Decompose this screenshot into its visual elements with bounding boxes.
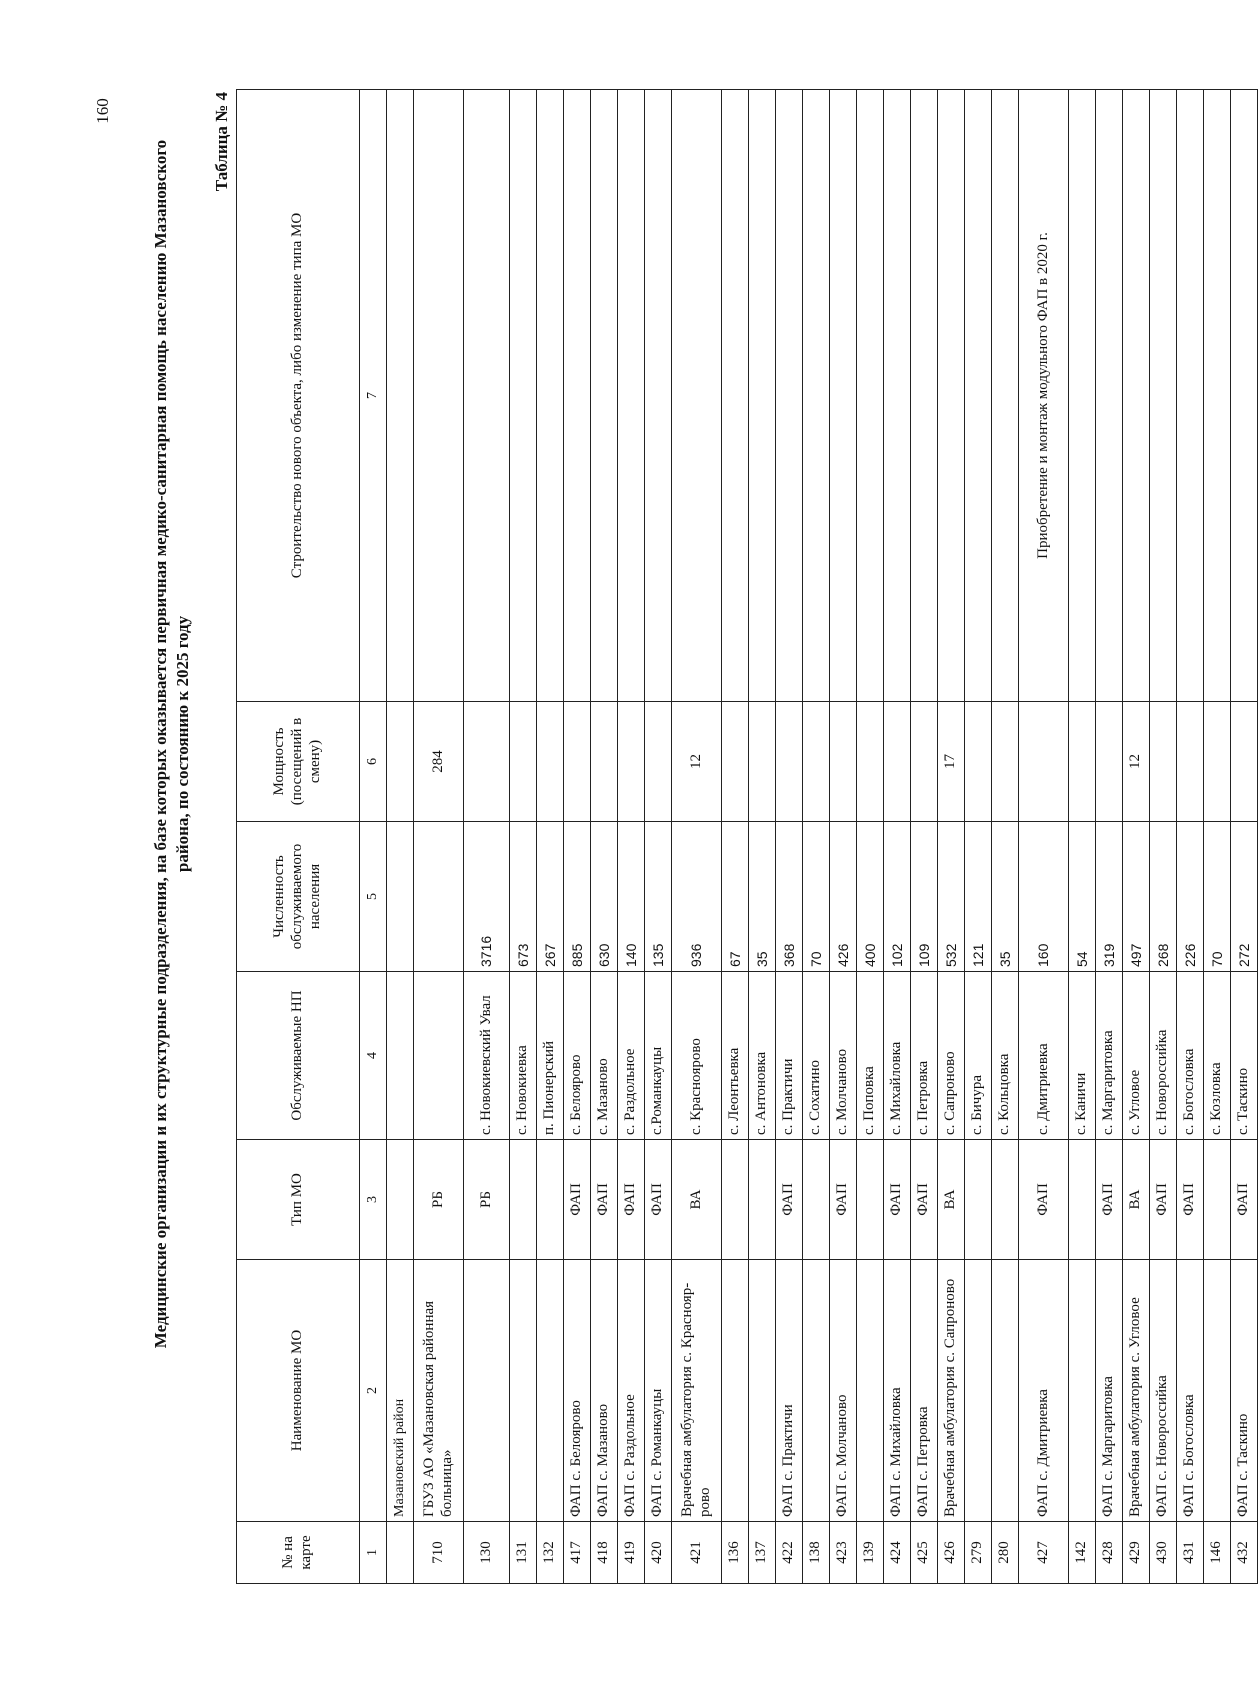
mo-name-cell: ФАП с. Мазаново (591, 1260, 618, 1522)
construction-note-cell (1069, 90, 1096, 702)
capacity-cell (722, 702, 749, 822)
mo-type-cell: ФАП (1096, 1140, 1123, 1260)
construction-note-cell (414, 90, 464, 702)
construction-note-cell (857, 90, 884, 702)
table-row (803, 90, 830, 1584)
mo-name-cell: Врачебная амбулатория с. Угловое (1123, 1260, 1150, 1522)
served-settlement-cell: с. Маргаритовка (1096, 972, 1123, 1140)
served-settlement-cell: с. Кольцовка (992, 972, 1019, 1140)
capacity-cell: 12 (1123, 702, 1150, 822)
table-label: Таблица № 4 (212, 92, 231, 192)
population-cell: 67 (722, 822, 749, 972)
construction-note-cell (537, 90, 564, 702)
map-number-cell: 279 (965, 1522, 992, 1584)
served-settlement-cell: с. Новокиевка (510, 972, 537, 1140)
mo-name-cell (537, 1260, 564, 1522)
population-cell: 102 (884, 822, 911, 972)
construction-note-cell (1204, 90, 1231, 702)
header-construction: Строительство нового объекта, либо изменение типа МО (237, 90, 360, 702)
mo-type-cell: ФАП (884, 1140, 911, 1260)
document-title: Медицинские организации и их структурные подразделения, на базе которых оказывается первичная медико-санитарная помощь населению Мазановского района, по состоянию к 2025 году (151, 139, 193, 1349)
column-number: 7 (360, 90, 387, 702)
map-number-cell: 417 (564, 1522, 591, 1584)
table-row (510, 90, 537, 1584)
population-cell: 400 (857, 822, 884, 972)
header-capacity: Мощность (посещений в смену) (237, 702, 360, 822)
mo-name-cell: ФАП с. Таскино (1231, 1260, 1258, 1522)
capacity-cell (857, 702, 884, 822)
construction-note-cell (776, 90, 803, 702)
construction-note-cell (1231, 90, 1258, 702)
construction-note-cell (645, 90, 672, 702)
capacity-cell (1019, 702, 1069, 822)
capacity-cell (965, 702, 992, 822)
mo-name-cell (857, 1260, 884, 1522)
served-settlement-cell: с. Бичура (965, 972, 992, 1140)
construction-note-cell (1096, 90, 1123, 702)
mo-name-cell (1204, 1260, 1231, 1522)
mo-type-cell: ФАП (1150, 1140, 1177, 1260)
construction-note-cell (992, 90, 1019, 702)
mo-type-cell: ФАП (1177, 1140, 1204, 1260)
map-number-cell: 429 (1123, 1522, 1150, 1584)
served-settlement-cell: с. Молчаново (830, 972, 857, 1140)
capacity-cell (803, 702, 830, 822)
mo-type-cell: ФАП (1231, 1140, 1258, 1260)
population-cell: 272 (1231, 822, 1258, 972)
capacity-cell (618, 702, 645, 822)
served-settlement-cell: с. Козловка (1204, 972, 1231, 1140)
mo-name-cell: ФАП с. Петровка (911, 1260, 938, 1522)
mo-type-cell (992, 1140, 1019, 1260)
table-row (722, 90, 749, 1584)
mo-name-cell (1069, 1260, 1096, 1522)
construction-note-cell (749, 90, 776, 702)
served-settlement-cell: с. Дмитриевка (1019, 972, 1069, 1140)
population-cell: 267 (537, 822, 564, 972)
map-number-cell: 137 (749, 1522, 776, 1584)
map-number-cell: 427 (1019, 1522, 1069, 1584)
construction-note-cell (884, 90, 911, 702)
mo-type-cell (510, 1140, 537, 1260)
table-row (1019, 90, 1069, 1584)
mo-type-cell: ФАП (776, 1140, 803, 1260)
map-number-cell: 146 (1204, 1522, 1231, 1584)
capacity-cell (1204, 702, 1231, 822)
construction-note-cell (672, 90, 722, 702)
map-number-cell: 424 (884, 1522, 911, 1584)
table-row (1123, 90, 1150, 1584)
map-number-cell: 421 (672, 1522, 722, 1584)
mo-type-cell: ВА (938, 1140, 965, 1260)
served-settlement-cell: с. Белоярово (564, 972, 591, 1140)
section-row (387, 90, 414, 1584)
section-cell-blank (387, 1140, 414, 1260)
capacity-cell (564, 702, 591, 822)
map-number-cell: 142 (1069, 1522, 1096, 1584)
mo-name-cell: ФАП с. Дмитриевка (1019, 1260, 1069, 1522)
served-settlement-cell: п. Пионерский (537, 972, 564, 1140)
table-row (884, 90, 911, 1584)
capacity-cell (830, 702, 857, 822)
mo-name-cell (722, 1260, 749, 1522)
map-number-cell: 419 (618, 1522, 645, 1584)
mo-name-cell: ФАП с. Раздольное (618, 1260, 645, 1522)
map-number-cell: 132 (537, 1522, 564, 1584)
mo-type-cell: ФАП (1019, 1140, 1069, 1260)
capacity-cell: 284 (414, 702, 464, 822)
map-number-cell: 418 (591, 1522, 618, 1584)
population-cell (414, 822, 464, 972)
mo-type-cell (965, 1140, 992, 1260)
column-number: 2 (360, 1260, 387, 1522)
map-number-cell: 131 (510, 1522, 537, 1584)
header-mo-type: Тип МО (237, 1140, 360, 1260)
served-settlement-cell: с.Романкауцы (645, 972, 672, 1140)
map-number-cell: 136 (722, 1522, 749, 1584)
map-number-cell: 430 (1150, 1522, 1177, 1584)
header-served-settlements: Обслуживаемые НП (237, 972, 360, 1140)
map-number-cell: 428 (1096, 1522, 1123, 1584)
map-number-cell: 130 (464, 1522, 510, 1584)
mo-type-cell (857, 1140, 884, 1260)
capacity-cell: 17 (938, 702, 965, 822)
capacity-cell (1069, 702, 1096, 822)
served-settlement-cell: с. Практичи (776, 972, 803, 1140)
population-cell: 109 (911, 822, 938, 972)
mo-type-cell: ФАП (645, 1140, 672, 1260)
header-mo-name: Наименование МО (237, 1260, 360, 1522)
mo-type-cell: ВА (672, 1140, 722, 1260)
map-number-cell: 425 (911, 1522, 938, 1584)
table-row (965, 90, 992, 1584)
table-row (1204, 90, 1231, 1584)
table-row (414, 90, 464, 1584)
table-row (618, 90, 645, 1584)
mo-name-cell: Врачебная амбулатория с. Сапроново (938, 1260, 965, 1522)
header-population: Численность обслуживаемого населения (237, 822, 360, 972)
map-number-cell: 710 (414, 1522, 464, 1584)
mo-type-cell: ФАП (911, 1140, 938, 1260)
population-cell: 368 (776, 822, 803, 972)
mo-name-cell (749, 1260, 776, 1522)
page-number: 160 (93, 98, 112, 124)
mo-name-cell (803, 1260, 830, 1522)
mo-name-cell: Врачебная амбулатория с. Краснояр-рово (672, 1260, 722, 1522)
construction-note-cell (803, 90, 830, 702)
mo-name-cell: ФАП с. Михайловка (884, 1260, 911, 1522)
map-number-cell: 422 (776, 1522, 803, 1584)
map-number-cell: 138 (803, 1522, 830, 1584)
mo-name-cell (510, 1260, 537, 1522)
header-map-number: № на карте (237, 1522, 360, 1584)
construction-note-cell (965, 90, 992, 702)
column-number: 4 (360, 972, 387, 1140)
table-row (1177, 90, 1204, 1584)
population-cell: 268 (1150, 822, 1177, 972)
table-row (830, 90, 857, 1584)
mo-type-cell (722, 1140, 749, 1260)
capacity-cell (884, 702, 911, 822)
construction-note-cell (564, 90, 591, 702)
section-cell-blank (387, 822, 414, 972)
served-settlement-cell: с. Петровка (911, 972, 938, 1140)
population-cell: 121 (965, 822, 992, 972)
capacity-cell (911, 702, 938, 822)
population-cell: 70 (803, 822, 830, 972)
column-number: 6 (360, 702, 387, 822)
construction-note-cell (1123, 90, 1150, 702)
table-row (591, 90, 618, 1584)
population-cell: 885 (564, 822, 591, 972)
capacity-cell (591, 702, 618, 822)
capacity-cell (992, 702, 1019, 822)
section-cell-blank (387, 1522, 414, 1584)
mo-name-cell: ФАП с. Маргаритовка (1096, 1260, 1123, 1522)
served-settlement-cell: с. Угловое (1123, 972, 1150, 1140)
served-settlement-cell (414, 972, 464, 1140)
table-row (776, 90, 803, 1584)
table-row (1150, 90, 1177, 1584)
mo-name-cell (965, 1260, 992, 1522)
table-row (992, 90, 1019, 1584)
capacity-cell (537, 702, 564, 822)
capacity-cell (1177, 702, 1204, 822)
mo-name-cell: ФАП с. Белоярово (564, 1260, 591, 1522)
table-row (1231, 90, 1258, 1584)
population-cell: 426 (830, 822, 857, 972)
mo-name-cell: ФАП с. Романкауцы (645, 1260, 672, 1522)
capacity-cell (645, 702, 672, 822)
served-settlement-cell: с. Сохатино (803, 972, 830, 1140)
mo-name-cell: ФАП с. Богословка (1177, 1260, 1204, 1522)
capacity-cell (1150, 702, 1177, 822)
population-cell: 497 (1123, 822, 1150, 972)
capacity-cell: 12 (672, 702, 722, 822)
served-settlement-cell: с. Леонтьевка (722, 972, 749, 1140)
population-cell: 630 (591, 822, 618, 972)
served-settlement-cell: с. Мазаново (591, 972, 618, 1140)
map-number-cell: 431 (1177, 1522, 1204, 1584)
table-row (464, 90, 510, 1584)
header-row (237, 90, 360, 1584)
column-number: 1 (360, 1522, 387, 1584)
map-number-cell: 139 (857, 1522, 884, 1584)
population-cell: 226 (1177, 822, 1204, 972)
served-settlement-cell: с. Сапроново (938, 972, 965, 1140)
population-cell: 140 (618, 822, 645, 972)
served-settlement-cell: с. Михайловка (884, 972, 911, 1140)
table-row (938, 90, 965, 1584)
mo-name-cell: ФАП с. Практичи (776, 1260, 803, 1522)
section-cell-blank (387, 972, 414, 1140)
capacity-cell (749, 702, 776, 822)
mo-type-cell (749, 1140, 776, 1260)
section-title: Мазановский район (387, 1260, 414, 1522)
section-cell-blank (387, 702, 414, 822)
capacity-cell (1231, 702, 1258, 822)
column-number: 3 (360, 1140, 387, 1260)
population-cell: 35 (992, 822, 1019, 972)
mo-name-cell: ГБУЗ АО «Мазановская районная больница» (414, 1260, 464, 1522)
medical-organizations-table (236, 89, 1258, 1584)
construction-note-cell (1150, 90, 1177, 702)
population-cell: 673 (510, 822, 537, 972)
table-row (564, 90, 591, 1584)
served-settlement-cell: с. Антоновка (749, 972, 776, 1140)
table-row (857, 90, 884, 1584)
mo-type-cell: РБ (414, 1140, 464, 1260)
population-cell: 160 (1019, 822, 1069, 972)
table-row (911, 90, 938, 1584)
map-number-cell: 432 (1231, 1522, 1258, 1584)
population-cell: 319 (1096, 822, 1123, 972)
capacity-cell (1096, 702, 1123, 822)
construction-note-cell (722, 90, 749, 702)
capacity-cell (464, 702, 510, 822)
column-number-row (360, 90, 387, 1584)
mo-name-cell (464, 1260, 510, 1522)
section-cell-blank (387, 90, 414, 702)
population-cell: 936 (672, 822, 722, 972)
population-cell: 54 (1069, 822, 1096, 972)
mo-type-cell (1069, 1140, 1096, 1260)
population-cell: 135 (645, 822, 672, 972)
construction-note-cell (464, 90, 510, 702)
mo-type-cell: ФАП (618, 1140, 645, 1260)
served-settlement-cell: с. Таскино (1231, 972, 1258, 1140)
table-row (672, 90, 722, 1584)
population-cell: 35 (749, 822, 776, 972)
construction-note-cell (510, 90, 537, 702)
construction-note-cell (618, 90, 645, 702)
mo-type-cell (1204, 1140, 1231, 1260)
construction-note-cell (1177, 90, 1204, 702)
population-cell: 3716 (464, 822, 510, 972)
served-settlement-cell: с. Раздольное (618, 972, 645, 1140)
mo-type-cell: ФАП (591, 1140, 618, 1260)
population-cell: 532 (938, 822, 965, 972)
capacity-cell (510, 702, 537, 822)
population-cell: 70 (1204, 822, 1231, 972)
mo-type-cell (537, 1140, 564, 1260)
construction-note-cell (938, 90, 965, 702)
table-row (1069, 90, 1096, 1584)
column-number: 5 (360, 822, 387, 972)
map-number-cell: 426 (938, 1522, 965, 1584)
mo-type-cell: ВА (1123, 1140, 1150, 1260)
table-row (1096, 90, 1123, 1584)
map-number-cell: 423 (830, 1522, 857, 1584)
table-row (645, 90, 672, 1584)
mo-type-cell (803, 1140, 830, 1260)
table-row (537, 90, 564, 1584)
mo-name-cell: ФАП с. Молчаново (830, 1260, 857, 1522)
served-settlement-cell: с. Богословка (1177, 972, 1204, 1140)
served-settlement-cell: с. Каничи (1069, 972, 1096, 1140)
table-row (749, 90, 776, 1584)
mo-name-cell (992, 1260, 1019, 1522)
construction-note-cell: Приобретение и монтаж модульного ФАП в 2020 г. (1019, 90, 1069, 702)
mo-type-cell: РБ (464, 1140, 510, 1260)
construction-note-cell (830, 90, 857, 702)
map-number-cell: 420 (645, 1522, 672, 1584)
mo-type-cell: ФАП (830, 1140, 857, 1260)
mo-name-cell: ФАП с. Новороссийка (1150, 1260, 1177, 1522)
capacity-cell (776, 702, 803, 822)
served-settlement-cell: с. Краснoярово (672, 972, 722, 1140)
map-number-cell: 280 (992, 1522, 1019, 1584)
construction-note-cell (911, 90, 938, 702)
served-settlement-cell: с. Новокиевский Увал (464, 972, 510, 1140)
served-settlement-cell: с. Поповка (857, 972, 884, 1140)
served-settlement-cell: с. Новороссийка (1150, 972, 1177, 1140)
mo-type-cell: ФАП (564, 1140, 591, 1260)
construction-note-cell (591, 90, 618, 702)
